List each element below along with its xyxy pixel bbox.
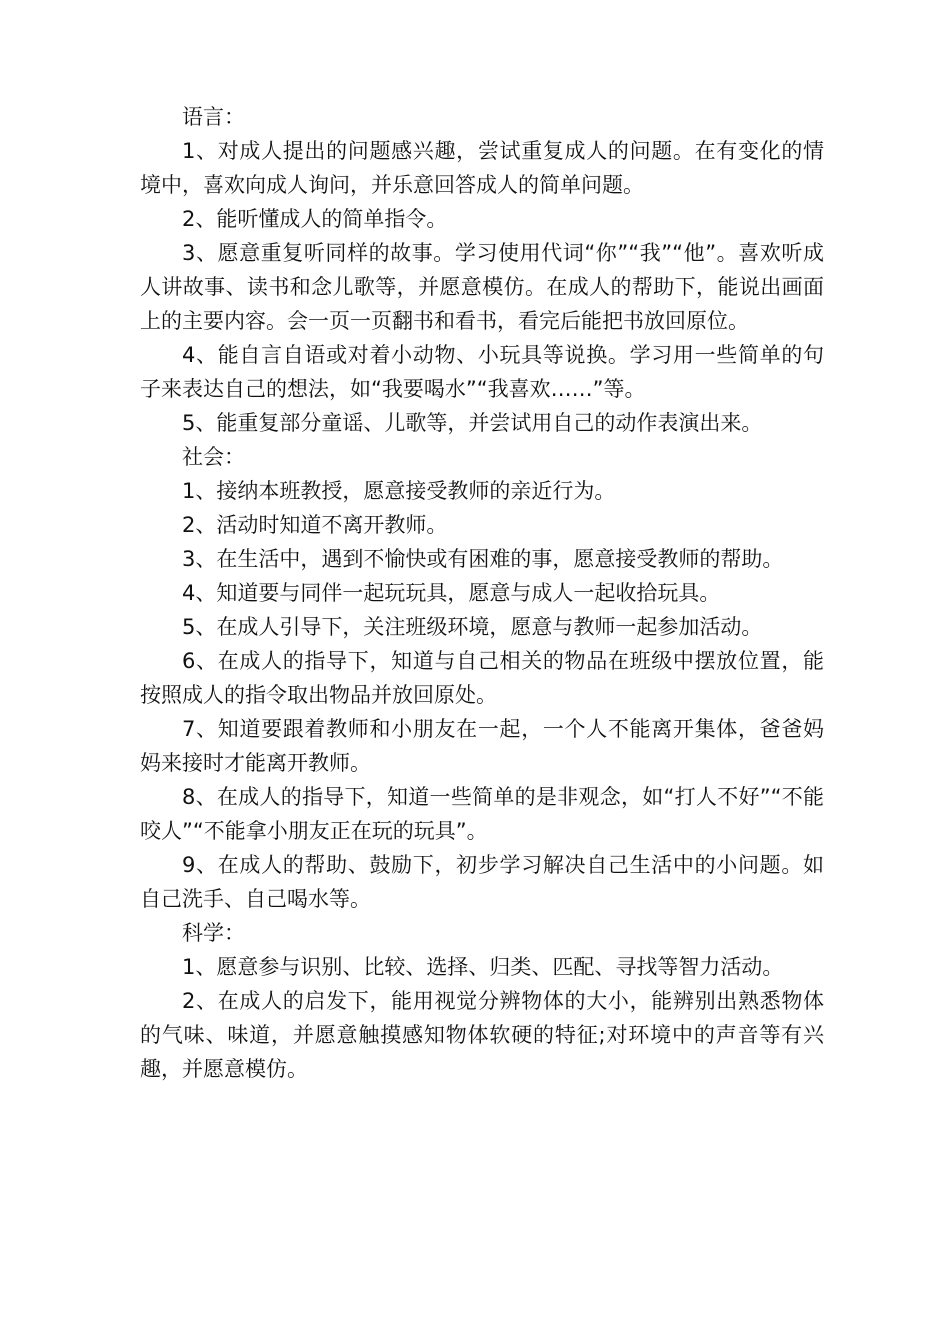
language-item-4: 4、能自言自语或对着小动物、小玩具等说换。学习用一些简单的句子来表达自己的想法，如“我要喝水”“我喜欢……”等。 [140,343,824,401]
document-page [140,100,824,1086]
social-item-6: 6、在成人的指导下，知道与自己相关的物品在班级中摆放位置，能按照成人的指令取出物品并放回原处。 [140,649,824,707]
language-item-2: 2、能听懂成人的简单指令。 [182,207,448,231]
science-item-2: 2、在成人的启发下，能用视觉分辨物体的大小，能辨别出熟悉物体的气味、味道，并愿意触摸感知物体软硬的特征;对环境中的声音等有兴趣，并愿意模仿。 [140,989,824,1081]
social-item-4: 4、知道要与同伴一起玩玩具，愿意与成人一起收拾玩具。 [182,581,721,605]
social-item-2: 2、活动时知道不离开教师。 [182,513,448,537]
section-heading-science: 科学： [182,921,245,945]
social-item-8: 8、在成人的指导下，知道一些简单的是非观念，如“打人不好”“不能咬人”“不能拿小朋友正在玩的玩具”。 [140,785,824,843]
section-heading-social: 社会： [182,445,245,469]
social-item-3: 3、在生活中，遇到不愉快或有困难的事，愿意接受教师的帮助。 [182,547,784,571]
social-item-7: 7、知道要跟着教师和小朋友在一起，一个人不能离开集体，爸爸妈妈来接时才能离开教师。 [140,717,824,775]
language-item-5: 5、能重复部分童谣、儿歌等，并尝试用自己的动作表演出来。 [182,411,763,435]
science-item-1: 1、愿意参与识别、比较、选择、归类、匹配、寻找等智力活动。 [182,955,784,979]
language-item-1: 1、对成人提出的问题感兴趣，尝试重复成人的问题。在有变化的情境中，喜欢向成人询问，并乐意回答成人的简单问题。 [140,139,824,197]
social-item-9: 9、在成人的帮助、鼓励下，初步学习解决自己生活中的小问题。如自己洗手、自己喝水等。 [140,853,824,911]
social-item-5: 5、在成人引导下，关注班级环境，愿意与教师一起参加活动。 [182,615,763,639]
social-item-1: 1、接纳本班教授，愿意接受教师的亲近行为。 [182,479,616,503]
language-item-3: 3、愿意重复听同样的故事。学习使用代词“你”“我”“他”。喜欢听成人讲故事、读书和念儿歌等，并愿意模仿。在成人的帮助下，能说出画面上的主要内容。会一页一页翻书和看书，看完后能把书放回原位。 [140,241,824,333]
section-heading-language: 语言： [182,105,245,129]
